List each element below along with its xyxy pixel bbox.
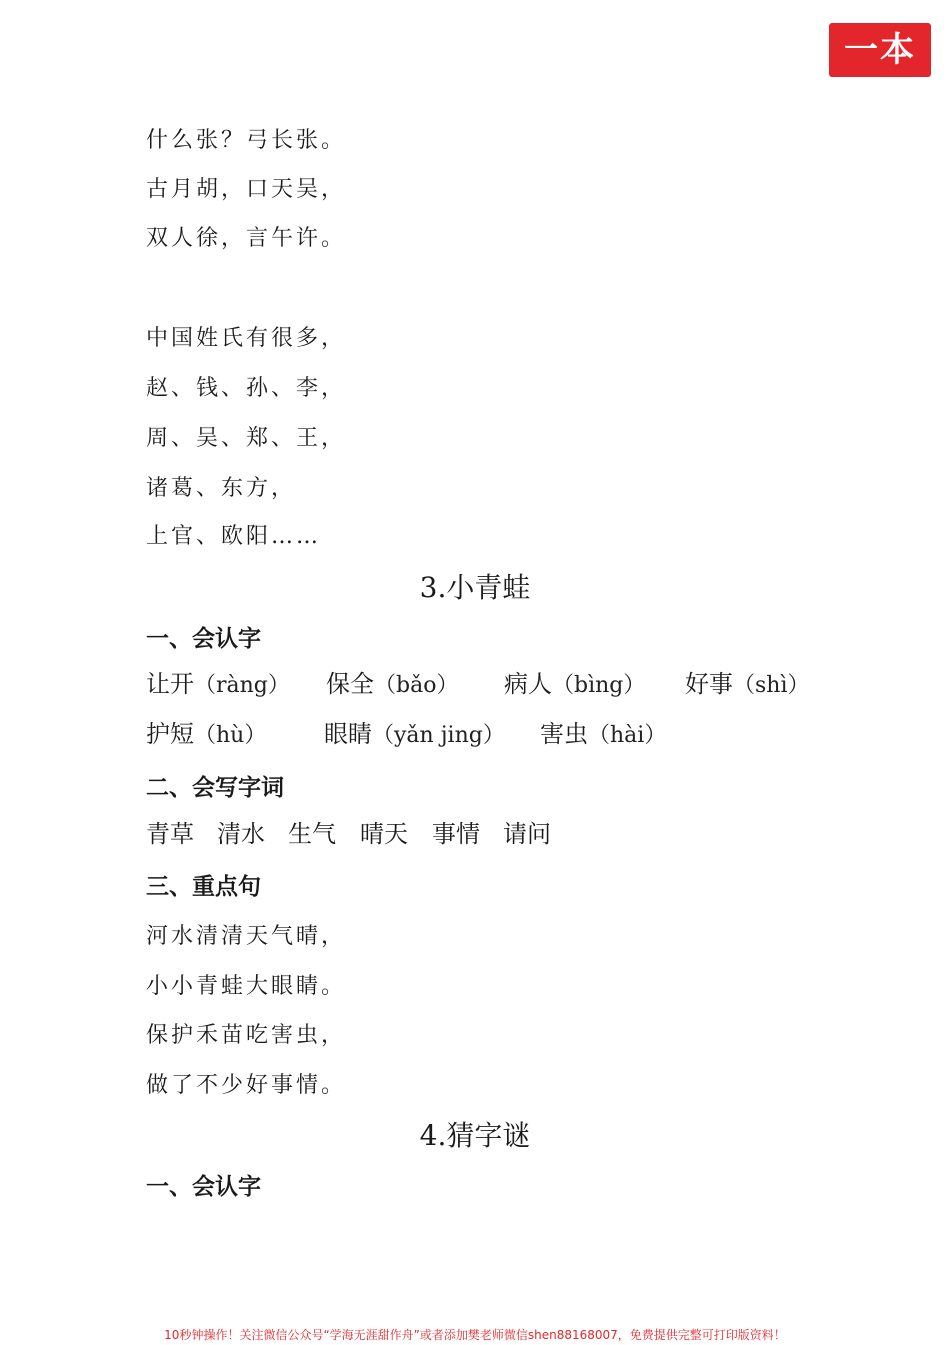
recognize-item	[146, 718, 266, 752]
poem-line: 中国姓氏有很多，	[146, 326, 347, 351]
poem-line: 诸葛、东方，	[146, 476, 297, 501]
key-sentence: 做了不少好事情。	[146, 1073, 347, 1098]
pinyin: （ràng）	[194, 673, 290, 698]
poem-line: 古月胡，口天吴，	[146, 177, 347, 202]
word: 让开	[146, 670, 194, 698]
key-sentence: 小小青蛙大眼睛。	[146, 974, 347, 999]
poem-line: 什么张？弓长张。	[146, 128, 347, 153]
recognize-item	[324, 718, 505, 752]
write-word: 清水	[217, 820, 265, 848]
write-word: 青草	[146, 820, 194, 848]
write-word: 生气	[288, 820, 336, 848]
recognize-item	[540, 718, 666, 752]
key-sentence: 河水清清天气晴，	[146, 924, 347, 949]
write-word: 请问	[503, 820, 551, 848]
pinyin: （bǎo）	[374, 673, 459, 698]
brand-logo: 一本	[829, 23, 931, 77]
pinyin: （hù）	[194, 723, 267, 748]
section-heading: 一、会认字	[146, 626, 261, 652]
word: 好事	[685, 670, 733, 698]
poem-line: 上官、欧阳……	[146, 524, 322, 549]
word: 护短	[146, 720, 194, 748]
section-heading: 三、重点句	[146, 874, 261, 900]
key-sentence: 保护禾苗吃害虫，	[146, 1023, 347, 1048]
section-heading: 二、会写字词	[146, 775, 284, 801]
write-word: 事情	[432, 820, 480, 848]
lesson-title: 4.猜字谜	[419, 1119, 531, 1152]
word: 病人	[504, 670, 552, 698]
pinyin: （hài）	[588, 723, 667, 748]
word: 眼睛	[324, 720, 372, 748]
word: 保全	[326, 670, 374, 698]
poem-line: 双人徐，言午许。	[146, 226, 347, 251]
recognize-item	[326, 668, 458, 702]
poem-line: 赵、钱、孙、李，	[146, 376, 347, 401]
lesson-title: 3.小青蛙	[419, 571, 531, 604]
section-heading: 一、会认字	[146, 1174, 261, 1200]
pinyin: （bìng）	[552, 673, 646, 698]
word: 害虫	[540, 720, 588, 748]
recognize-item	[685, 668, 810, 702]
pinyin: （yǎn jing）	[372, 723, 505, 748]
poem-line: 周、吴、郑、王，	[146, 426, 347, 451]
recognize-item	[504, 668, 645, 702]
write-word: 晴天	[360, 820, 408, 848]
recognize-item	[146, 668, 290, 702]
pinyin: （shì）	[733, 673, 810, 698]
footer-notice: 10秒钟操作！关注微信公众号“学海无涯甜作舟”或者添加樊老师微信shen88168007，免费提供完整可打印版资料！	[164, 1328, 786, 1342]
